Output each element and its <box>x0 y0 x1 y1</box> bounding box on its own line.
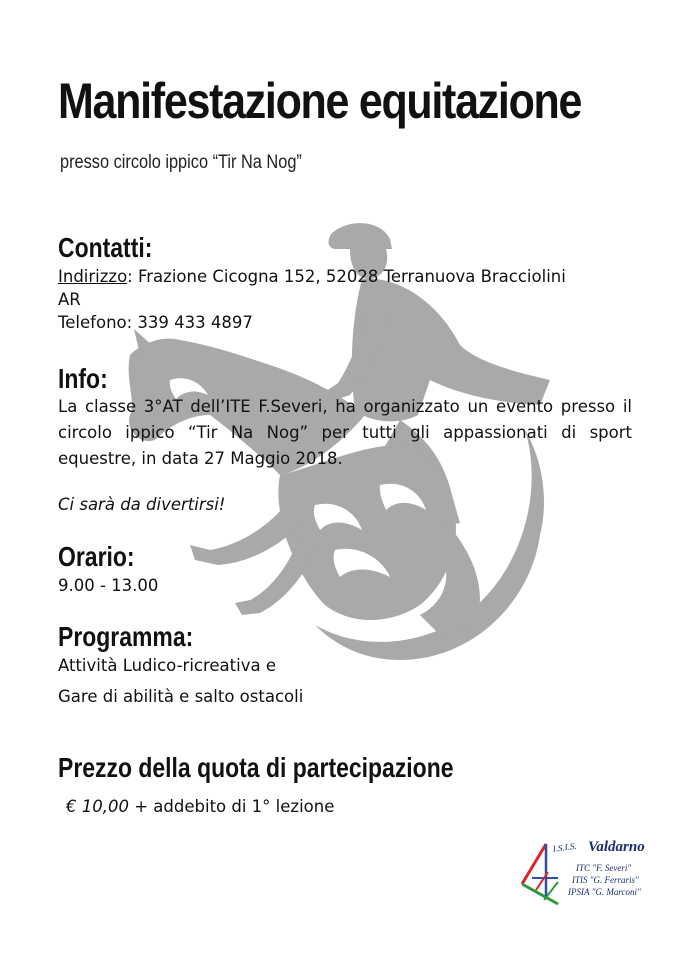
address-line-2: AR <box>58 290 81 309</box>
logo-name: Valdarno <box>588 839 645 855</box>
programma-item: Gare di abilità e salto ostacoli <box>58 687 304 706</box>
info-heading: Info: <box>58 363 108 394</box>
logo-line: IPSIA "G. Marconi" <box>568 887 641 897</box>
orario-heading: Orario: <box>58 541 135 572</box>
logo-arc-text: I.S.I.S. <box>552 840 578 854</box>
address-value: : Frazione Cicogna 152, 52028 Terranuova Bracciolini <box>127 267 566 286</box>
school-logo <box>518 838 648 908</box>
page-title: Manifestazione equitazione <box>58 73 582 129</box>
prezzo-heading: Prezzo della quota di partecipazione <box>58 752 454 783</box>
prezzo-line <box>66 794 334 820</box>
page-subtitle: presso circolo ippico “Tir Na Nog” <box>60 152 302 173</box>
info-tagline: Ci sarà da divertirsi! <box>58 495 226 514</box>
programma-heading: Programma: <box>58 621 194 652</box>
prezzo-amount: € 10,00 <box>66 797 129 816</box>
logo-line: ITC "F. Severi" <box>576 863 632 873</box>
orario-value: 9.00 - 13.00 <box>58 576 159 595</box>
info-body: La classe 3°AT dell’ITE F.Severi, ha organizzato un evento presso il circolo ippico “Tir Na Nog” per tutti gli appassionati di sport equestre, in data 27 Maggio 2018. <box>58 397 632 468</box>
address-label: Indirizzo <box>58 267 128 286</box>
programma-item: Attività Ludico-ricreativa e <box>58 656 276 675</box>
phone-line: Telefono: 339 433 4897 <box>58 313 253 332</box>
logo-line: ITIS "G. Ferraris" <box>572 875 639 885</box>
address-line <box>58 264 566 290</box>
prezzo-extra: + addebito di 1° lezione <box>128 797 335 816</box>
contatti-heading: Contatti: <box>58 232 153 263</box>
